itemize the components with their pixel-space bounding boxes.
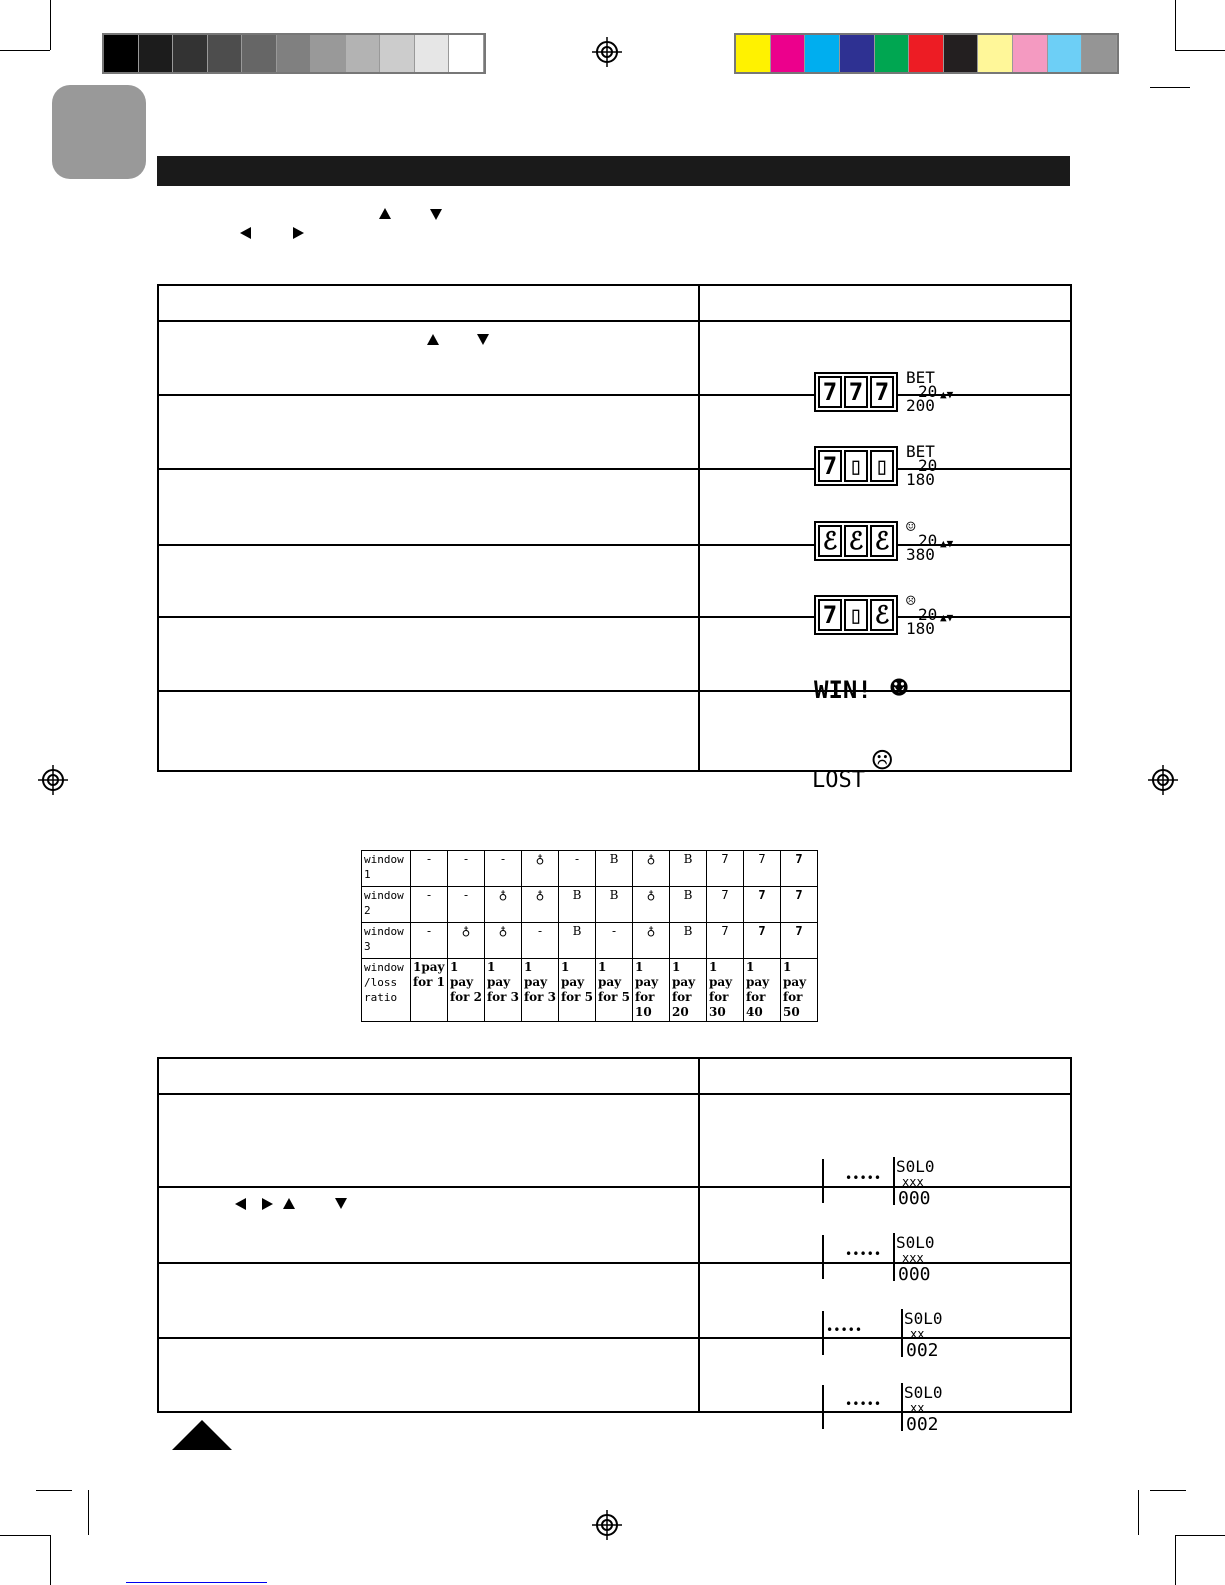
- slot-reel-symbol: 7: [818, 599, 842, 631]
- lcd-credit-value: 380: [906, 545, 935, 564]
- color-swatch: [277, 35, 312, 72]
- paytable-cell: -: [596, 923, 633, 959]
- paytable-cell: B: [670, 923, 707, 959]
- lcd-screen-cell: [699, 1263, 1071, 1361]
- color-swatch: [944, 35, 979, 72]
- slot-reel-symbol: ▯: [844, 450, 868, 482]
- slot-reel-symbol: ℰ: [870, 599, 894, 631]
- table-row-description: [158, 469, 699, 545]
- paytable-row-header: window /loss ratio: [362, 959, 411, 1022]
- lcd-screen-cell: [699, 1338, 1071, 1435]
- paytable-ratio: 1 pay for 30: [707, 959, 744, 1022]
- color-swatch: [805, 35, 840, 72]
- lcd-marks: xxx: [902, 1174, 924, 1189]
- slot-reel-symbol: 7: [870, 376, 894, 408]
- table-row-description: [158, 545, 699, 617]
- paytable-cell: -: [411, 923, 448, 959]
- lcd-mode: S0L0: [904, 1308, 943, 1328]
- table-header-description: [158, 1058, 699, 1094]
- color-swatch: [346, 35, 381, 72]
- crop-mark: [1175, 1535, 1225, 1536]
- mascot-icon: ☻: [890, 671, 909, 706]
- paytable-cell: 7: [744, 887, 781, 923]
- lcd-screen-cell: [699, 1094, 1071, 1209]
- paytable-cell: 7: [781, 923, 818, 959]
- lcd-marks: xxx: [902, 1251, 924, 1265]
- paytable-cell: 7: [781, 887, 818, 923]
- lcd-score: 000: [898, 1187, 931, 1209]
- slot-reel-symbol: ℰ: [870, 525, 894, 557]
- paytable-ratio: 1 pay for 2: [448, 959, 485, 1022]
- triangle-up-icon: [427, 334, 439, 345]
- crop-mark: [1150, 87, 1190, 88]
- paytable-row: [362, 923, 818, 959]
- fruit-icon: ♁: [522, 887, 559, 923]
- triangle-down-icon: [477, 334, 489, 345]
- color-swatch: [1082, 35, 1117, 72]
- table-row-description: [158, 1263, 699, 1338]
- paytable-cell: 7: [707, 887, 744, 923]
- table-header-screen: [699, 1058, 1071, 1094]
- crop-mark: [88, 1490, 89, 1535]
- triangle-left-icon: [235, 1198, 246, 1210]
- lcd-credit-value: 180: [906, 470, 935, 489]
- lcd-bet-value: 20: [918, 605, 938, 624]
- paytable-cell: B: [596, 851, 633, 887]
- up-down-arrows-icon: ▲▼: [940, 537, 954, 550]
- crop-mark: [0, 1535, 50, 1536]
- triangle-right-icon: [262, 1198, 273, 1210]
- color-swatch: [104, 35, 139, 72]
- lcd-bet-label: BET: [906, 368, 935, 387]
- lcd-screen-cell: [699, 395, 1071, 489]
- lcd-screen-cell: [699, 691, 1071, 793]
- fruit-icon: ♁: [633, 887, 670, 923]
- fruit-icon: ♁: [485, 887, 522, 923]
- paytable-cell: -: [522, 923, 559, 959]
- paytable-cell: 7: [707, 851, 744, 887]
- lcd-score: 000: [898, 1264, 931, 1285]
- paytable-cell: -: [448, 887, 485, 923]
- color-swatch: [1013, 35, 1048, 72]
- paytable-cell: B: [559, 923, 596, 959]
- lcd-marks: xx: [910, 1401, 925, 1415]
- color-swatch: [909, 35, 944, 72]
- lcd-mode: S0L0: [904, 1383, 943, 1402]
- triangle-up-icon: [379, 208, 391, 219]
- lcd-score: 002: [906, 1339, 939, 1361]
- lcd-dots: •••••: [826, 1322, 863, 1337]
- win-text: WIN!: [814, 676, 872, 704]
- color-swatch: [380, 35, 415, 72]
- color-swatch: [139, 35, 174, 72]
- paytable-row-header: window 2: [362, 887, 411, 923]
- paytable-row-header: window 3: [362, 923, 411, 959]
- paytable-cell: B: [670, 887, 707, 923]
- footer-link-underline: [126, 1582, 267, 1583]
- table-row-description: [158, 1094, 699, 1187]
- color-swatch: [415, 35, 450, 72]
- lcd-marks: xx: [910, 1326, 925, 1341]
- color-swatch: [875, 35, 910, 72]
- cmyk-color-bar: [734, 33, 1119, 74]
- crop-mark: [1175, 1535, 1176, 1585]
- lcd-bet-value: 20: [918, 456, 938, 475]
- paytable-ratio: 1 pay for 10: [633, 959, 670, 1022]
- color-swatch: [242, 35, 277, 72]
- color-swatch: [449, 35, 484, 72]
- sad-mascot-icon: ☹: [872, 741, 893, 781]
- lcd-bet-label: BET: [906, 442, 935, 461]
- triangle-left-icon: [240, 227, 251, 239]
- fruit-icon: ♁: [522, 851, 559, 887]
- paytable-cell: 7: [707, 923, 744, 959]
- fruit-icon: ♁: [633, 923, 670, 959]
- page-corner-triangle-icon: [172, 1420, 232, 1450]
- fruit-icon: ♁: [485, 923, 522, 959]
- slot-reel-symbol: ▯: [844, 599, 868, 631]
- paytable-cell: 7: [781, 851, 818, 887]
- table-row-description: [158, 691, 699, 771]
- crop-mark: [1138, 1490, 1139, 1535]
- up-down-arrows-icon: ▲▼: [940, 611, 954, 624]
- paytable-cell: 7: [744, 923, 781, 959]
- slot-reel-symbol: 7: [844, 376, 868, 408]
- lcd-score: 002: [906, 1414, 939, 1435]
- color-swatch: [208, 35, 243, 72]
- color-swatch: [771, 35, 806, 72]
- slot-reel-symbol: ℰ: [844, 525, 868, 557]
- lcd-mode: S0L0: [896, 1156, 935, 1176]
- table-row-description: [158, 395, 699, 469]
- paytable-row: [362, 959, 818, 1022]
- color-swatch: [173, 35, 208, 72]
- color-swatch: [311, 35, 346, 72]
- table-header-description: [158, 285, 699, 321]
- registration-mark-icon: [592, 37, 622, 67]
- paytable-ratio: 1pay for 1: [411, 959, 448, 1022]
- slot-reel-symbol: ▯: [870, 450, 894, 482]
- crop-mark: [50, 0, 51, 50]
- crop-mark: [50, 1535, 51, 1585]
- registration-mark-icon: [38, 765, 68, 795]
- lcd-screen-cell: [699, 617, 1071, 706]
- table-header-screen: [699, 285, 1071, 321]
- paytable-ratio: 1 pay for 3: [485, 959, 522, 1022]
- paytable-cell: 7: [744, 851, 781, 887]
- lcd-bet-value: 20: [918, 382, 938, 401]
- triangle-up-icon: [283, 1198, 295, 1209]
- slot-reel-symbol: 7: [818, 376, 842, 408]
- slot-steps-table: [157, 284, 1072, 793]
- color-swatch: [840, 35, 875, 72]
- slot-reel-symbol: 7: [818, 450, 842, 482]
- paytable-cell: B: [596, 887, 633, 923]
- lcd-screen-cell: [699, 321, 1071, 415]
- paytable-cell: -: [411, 887, 448, 923]
- lcd-screen-cell: [699, 469, 1071, 564]
- up-down-arrows-icon: ▲▼: [940, 388, 954, 401]
- paytable: [361, 850, 818, 1022]
- color-swatch: [978, 35, 1013, 72]
- lcd-dots: •••••: [845, 1170, 882, 1185]
- triangle-down-icon: [430, 209, 442, 220]
- paytable-cell: -: [411, 851, 448, 887]
- lost-text: LOST: [812, 768, 865, 793]
- paytable-row: [362, 851, 818, 887]
- lcd-credit-value: 200: [906, 396, 935, 415]
- triangle-down-icon: [335, 1198, 347, 1209]
- lcd-credit-value: 180: [906, 619, 935, 638]
- lcd-dots: •••••: [845, 1397, 882, 1411]
- paytable-cell: -: [485, 851, 522, 887]
- paytable-row-header: window 1: [362, 851, 411, 887]
- paytable-cell: -: [448, 851, 485, 887]
- registration-mark-icon: [592, 1510, 622, 1540]
- lcd-divider: [822, 1385, 824, 1429]
- crop-mark: [1175, 50, 1225, 51]
- table-row-description: [158, 617, 699, 691]
- lcd-bet-label: ☹: [906, 591, 916, 610]
- lcd-screen-cell: [699, 545, 1071, 638]
- lcd-dots: •••••: [845, 1247, 882, 1261]
- crop-mark: [1150, 1490, 1186, 1491]
- fruit-icon: ♁: [448, 923, 485, 959]
- grayscale-color-bar: [102, 33, 486, 74]
- slot-reel-symbol: ℰ: [818, 525, 842, 557]
- paytable-ratio: 1 pay for 20: [670, 959, 707, 1022]
- paytable-ratio: 1 pay for 50: [781, 959, 818, 1022]
- crop-mark: [0, 50, 50, 51]
- section-header-bar: [157, 156, 1070, 186]
- paytable-cell: -: [559, 851, 596, 887]
- lcd-divider: [901, 1383, 903, 1431]
- paytable-row: [362, 887, 818, 923]
- lcd-bet-label: ☺: [906, 517, 916, 536]
- paytable-cell: B: [559, 887, 596, 923]
- lcd-bet-value: 20: [918, 531, 938, 550]
- registration-mark-icon: [1148, 765, 1178, 795]
- lcd-mode: S0L0: [896, 1233, 935, 1252]
- solo-steps-table: [157, 1057, 1072, 1435]
- fruit-icon: ♁: [633, 851, 670, 887]
- color-swatch: [736, 35, 771, 72]
- lcd-screen-cell: [699, 1187, 1071, 1285]
- table-row-description: [158, 1187, 699, 1263]
- paytable-ratio: 1 pay for 3: [522, 959, 559, 1022]
- language-tab: [52, 85, 146, 179]
- table-row-description: [158, 321, 699, 395]
- color-swatch: [1048, 35, 1083, 72]
- paytable-ratio: 1 pay for 5: [596, 959, 633, 1022]
- paytable-ratio: 1 pay for 40: [744, 959, 781, 1022]
- paytable-ratio: 1 pay for 5: [559, 959, 596, 1022]
- crop-mark: [36, 1490, 72, 1491]
- table-row-description: [158, 1338, 699, 1412]
- paytable-cell: B: [670, 851, 707, 887]
- triangle-right-icon: [293, 227, 304, 239]
- crop-mark: [1175, 0, 1176, 50]
